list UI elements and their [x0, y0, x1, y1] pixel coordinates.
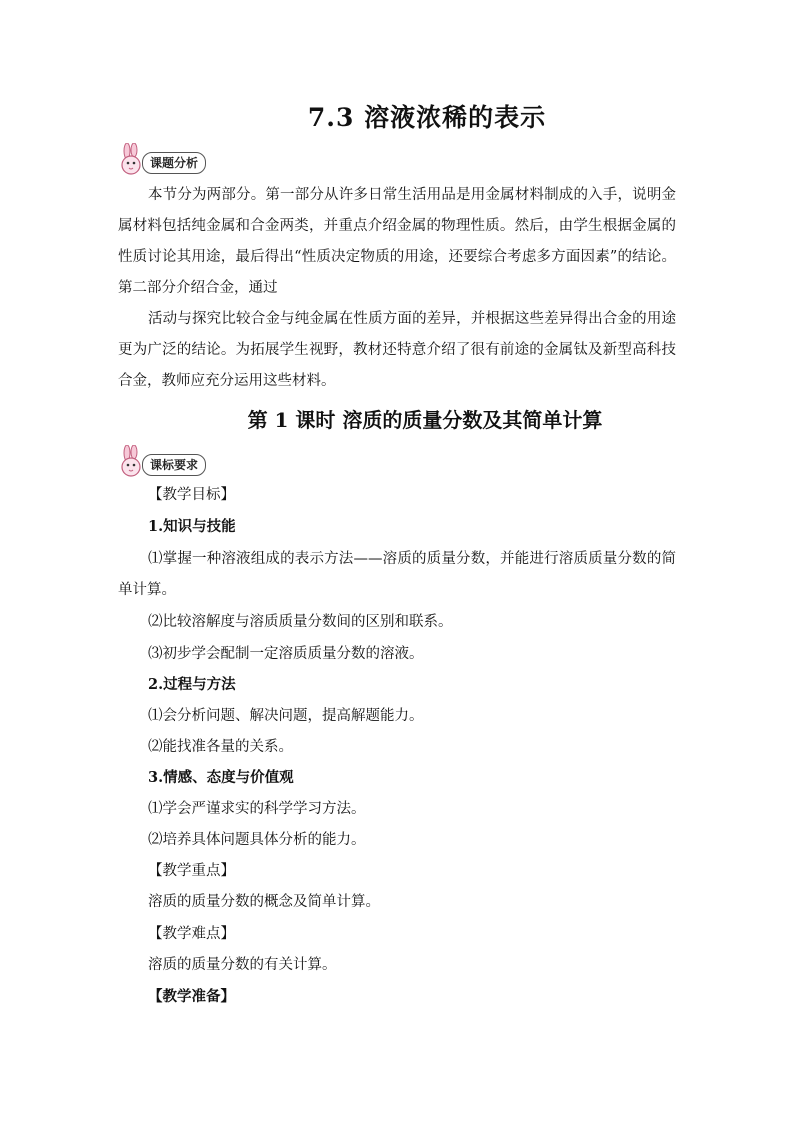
goals-heading: 【教学目标】	[148, 487, 235, 503]
goals-section-2-title: 2.过程与方法	[148, 676, 236, 693]
goals-section-1-item-2: ⑵比较溶解度与溶质质量分数间的区别和联系。	[148, 614, 453, 630]
analysis-paragraph-1: 本节分为两部分。第一部分从许多日常生活用品是用金属材料制成的入手，说明金属材料包括纯金属和合金两类，并重点介绍金属的物理性质。然后，由学生根据金属的性质讨论其用途，最后得出“性质决定物质的用途，还要综合考虑多方面因素”的结论。第二部分介绍合金，通过	[118, 187, 676, 296]
preparation-heading: 【教学准备】	[148, 988, 235, 1005]
goals-section-1-item-1: ⑴掌握一种溶液组成的表示方法——溶质的质量分数，并能进行溶质质量分数的简单计算。	[118, 551, 676, 598]
analysis-paragraph-2: 活动与探究比较合金与纯金属在性质方面的差异，并根据这些差异得出合金的用途更为广泛的结论。为拓展学生视野，教材还特意介绍了很有前途的金属钛及新型高科技合金，教师应充分运用这些材料。	[118, 311, 676, 389]
lesson-title: 第 1 课时 溶质的质量分数及其简单计算	[247, 408, 603, 432]
section-badge-standards	[118, 445, 248, 479]
section-badge-analysis	[118, 143, 248, 177]
difficulties-text: 溶质的质量分数的有关计算。	[148, 957, 337, 973]
page-title: 7.3 溶液浓稀的表示	[307, 103, 547, 132]
goals-section-1-item-3: ⑶初步学会配制一定溶质质量分数的溶液。	[148, 646, 424, 662]
badge-label: 课标要求	[142, 454, 206, 476]
goals-section-2-item-1: ⑴会分析问题、解决问题，提高解题能力。	[148, 708, 424, 724]
goals-section-1-title: 1.知识与技能	[148, 518, 236, 535]
goals-section-3-item-2: ⑵培养具体问题具体分析的能力。	[148, 832, 366, 848]
badge-label: 课题分析	[142, 152, 206, 174]
goals-section-3-title: 3.情感、态度与价值观	[148, 769, 294, 786]
key-points-text: 溶质的质量分数的概念及简单计算。	[148, 894, 380, 910]
key-points-heading: 【教学重点】	[148, 863, 235, 879]
difficulties-heading: 【教学难点】	[148, 926, 235, 942]
goals-section-3-item-1: ⑴学会严谨求实的科学学习方法。	[148, 801, 366, 817]
goals-section-2-item-2: ⑵能找准各量的关系。	[148, 739, 293, 755]
